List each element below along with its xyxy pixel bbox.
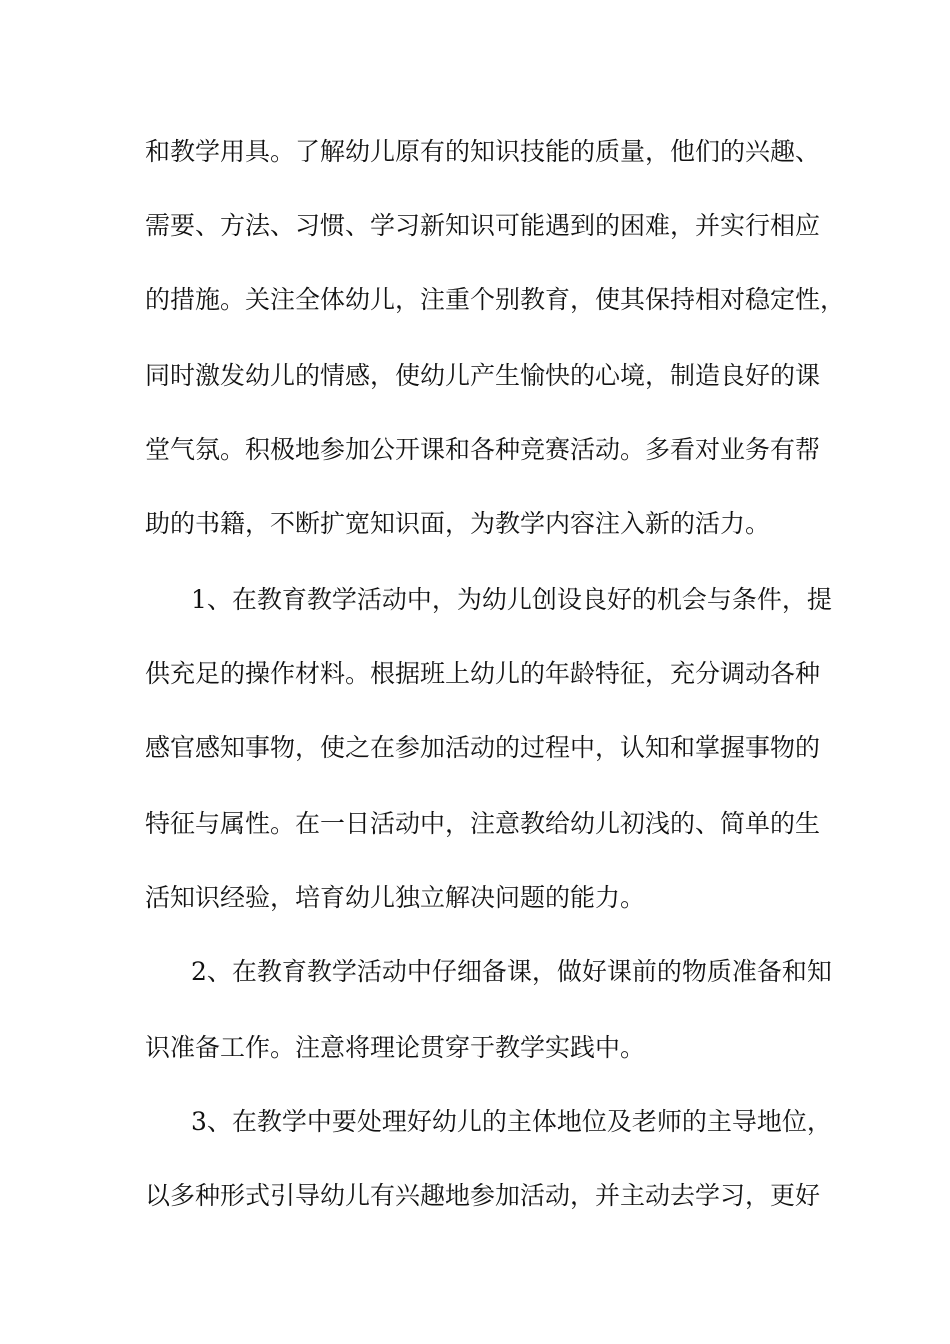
text-line: 堂气氛。积极地参加公开课和各种竞赛活动。多看对业务有帮 [145,435,821,464]
text-line: 感官感知事物，使之在参加活动的过程中，认知和掌握事物的 [145,733,821,762]
text-line: 的措施。关注全体幼儿，注重个别教育，使其保持相对稳定性， [145,285,846,314]
text-line: 需要、方法、习惯、学习新知识可能遇到的困难，并实行相应 [145,211,821,240]
text-line: 助的书籍，不断扩宽知识面，为教学内容注入新的活力。 [145,509,771,538]
text-line: 以多种形式引导幼儿有兴趣地参加活动，并主动去学习，更好 [145,1181,821,1210]
text-line: 供充足的操作材料。根据班上幼儿的年龄特征，充分调动各种 [145,659,821,688]
text-line: 3、在教学中要处理好幼儿的主体地位及老师的主导地位， [191,1107,832,1136]
text-line: 活知识经验，培育幼儿独立解决问题的能力。 [145,883,646,912]
text-line: 和教学用具。了解幼儿原有的知识技能的质量，他们的兴趣、 [145,137,821,166]
text-line: 特征与属性。在一日活动中，注意教给幼儿初浅的、简单的生 [145,809,821,838]
text-line: 识准备工作。注意将理论贯穿于教学实践中。 [145,1033,646,1062]
text-line: 2、在教育教学活动中仔细备课，做好课前的物质准备和知 [191,957,832,986]
text-line: 1、在教育教学活动中，为幼儿创设良好的机会与条件，提 [191,585,832,614]
text-line: 同时激发幼儿的情感，使幼儿产生愉快的心境，制造良好的课 [145,361,821,390]
